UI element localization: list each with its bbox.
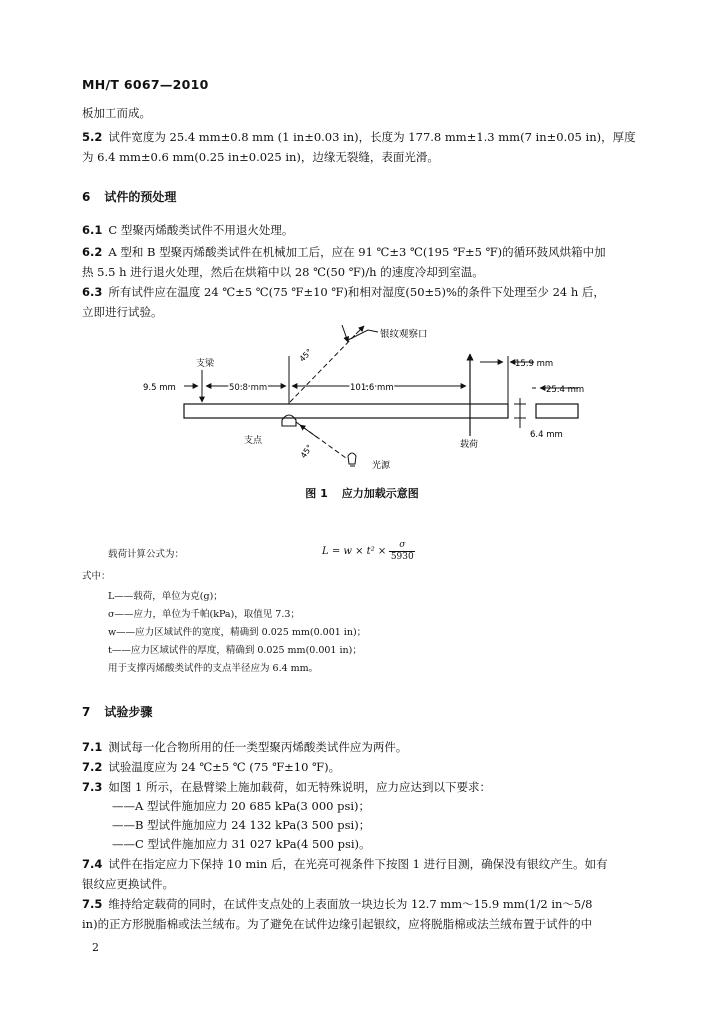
pivot-support	[282, 415, 296, 426]
pointer-arrow	[342, 325, 348, 342]
figure-1-diagram	[0, 0, 724, 480]
figure-caption	[0, 485, 724, 501]
where-label: 式中：	[82, 571, 111, 582]
light-source-icon	[348, 453, 356, 464]
dim-101-6-label: 101.6 mm	[350, 383, 394, 393]
paragraph-7-5-line1	[82, 895, 642, 915]
paragraph-6-2-line2: 热 5.5 h 进行退火处理，然后在烘箱中以 28 ℃(50 ℉)/h 的速度冷却到室温。	[82, 265, 484, 279]
list-item-type-b: ——B 型试件施加应力 24 132 kPa(3 500 psi)；	[112, 818, 371, 832]
paragraph-5-2-line2: 为 6.4 mm±0.6 mm(0.25 in±0.025 in)，边缘无裂缝，表面光滑。	[82, 150, 439, 164]
formula-fraction	[389, 540, 415, 563]
viewing-ray	[290, 334, 356, 402]
clause-text: 试件在指定应力下保持 10 min 后，在光亮可视条件下按图 1 进行目测，确保没有银纹产生。如有	[108, 857, 608, 871]
clause-text: 所有试件应在温度 24 ℃±5 ℃(75 ℉±10 ℉)和相对湿度(50±5)%的条件下处理至少 24 h 后，	[108, 285, 605, 299]
section-title: 试验步骤	[104, 705, 153, 719]
dim-9-5-label: 9.5 mm	[143, 383, 176, 393]
clause-text: 如图 1 所示，在悬臂梁上施加载荷，如无特殊说明，应力应达到以下要求：	[108, 780, 491, 794]
support-beam-label: 支梁	[196, 359, 215, 369]
specimen-bar	[184, 404, 508, 418]
formula-numerator: σ	[399, 540, 406, 550]
page-number: 2	[92, 941, 99, 954]
dim-6-4-label: 6.4 mm	[530, 430, 563, 440]
light-ray-arrow	[300, 425, 318, 438]
angle-bottom-label: 45°	[298, 443, 315, 460]
formula	[322, 540, 415, 563]
angle-top-label: 45°	[297, 347, 315, 364]
where-note: 用于支撑丙烯酸类试件的支点半径应为 6.4 mm。	[108, 663, 319, 674]
clause-text: C 型聚丙烯酸类试件不用退火处理。	[108, 223, 294, 237]
section-number: 6	[82, 190, 91, 204]
clause-text: 测试每一化合物所用的任一类型聚丙烯酸类试件应为两件。	[108, 740, 408, 754]
section-7-heading	[82, 703, 152, 720]
clause-number: 6.1	[82, 223, 103, 237]
standard-code-header: MH/T 6067—2010	[82, 77, 209, 92]
pivot-label: 支点	[244, 436, 263, 446]
clause-number: 7.1	[82, 740, 103, 754]
clause-text: 试验温度应为 24 ℃±5 ℃ (75 ℉±10 ℉)。	[108, 760, 341, 774]
where-item-thickness: t——应力区域试件的厚度，精确到 0.025 mm(0.001 in)；	[108, 645, 362, 656]
formula-denominator: 5930	[390, 552, 414, 562]
paragraph-7-1	[82, 738, 642, 758]
paragraph-7-2	[82, 758, 642, 778]
specimen-end-section	[536, 404, 578, 418]
figure-number: 图 1	[305, 487, 328, 500]
where-item-stress: σ——应力，单位为千帕(kPa)，取值见 7.3；	[108, 609, 300, 620]
dim-50-8-label: 50.8 mm	[229, 383, 268, 393]
formula-intro: 载荷计算公式为：	[108, 549, 185, 560]
clause-number: 7.4	[82, 857, 103, 871]
paragraph-7-4-line1	[82, 855, 642, 875]
clause-number: 6.3	[82, 285, 103, 299]
clause-text: A 型和 B 型聚丙烯酸类试件在机械加工后，应在 91 ℃±3 ℃(195 ℉±5 ℉)的循环鼓风烘箱中加	[108, 245, 606, 259]
list-item-type-c: ——C 型试件施加应力 31 027 kPa(4 500 psi)。	[112, 837, 371, 851]
figure-title: 应力加载示意图	[341, 487, 419, 500]
paragraph-6-3-line2: 立即进行试验。	[82, 305, 163, 319]
dim-25-4-label: 25.4 mm	[546, 385, 585, 395]
light-source-label: 光源	[372, 461, 391, 471]
paragraph-7-5-line2: in)的正方形脱脂棉或法兰绒布。为了避免在试件边缘引起银纹，应将脱脂棉或法兰绒布置于试件的中	[82, 917, 593, 931]
load-label: 载荷	[460, 440, 479, 450]
clause-number: 6.2	[82, 245, 103, 259]
clause-number: 7.2	[82, 760, 103, 774]
section-title: 试件的预处理	[104, 190, 177, 204]
clause-text: 试件宽度为 25.4 mm±0.8 mm (1 in±0.03 in)，长度为 177.8 mm±1.3 mm(7 in±0.05 in)，厚度	[108, 130, 636, 144]
where-item-load: L——载荷，单位为克(g)；	[108, 591, 223, 602]
paragraph-continued: 板加工而成。	[82, 106, 151, 120]
clause-text: 维持给定载荷的同时，在试件支点处的上表面放一块边长为 12.7 mm～15.9 mm(1/2 in～5/8	[108, 897, 593, 911]
list-item-type-a: ——A 型试件施加应力 20 685 kPa(3 000 psi)；	[112, 799, 371, 813]
clause-number: 5.2	[82, 130, 103, 144]
clause-number: 7.3	[82, 780, 103, 794]
section-number: 7	[82, 705, 91, 719]
formula-lhs: L = w × t² ×	[322, 546, 387, 557]
clause-number: 7.5	[82, 897, 103, 911]
viewing-port-pointer	[348, 330, 378, 340]
paragraph-7-4-line2: 银纹应更换试件。	[82, 877, 174, 891]
viewing-port-label: 银纹观察口	[380, 329, 428, 340]
paragraph-7-3	[82, 778, 642, 798]
where-item-width: w——应力区域试件的宽度，精确到 0.025 mm(0.001 in)；	[108, 627, 367, 638]
dim-15-9-label: 15.9 mm	[515, 359, 554, 369]
